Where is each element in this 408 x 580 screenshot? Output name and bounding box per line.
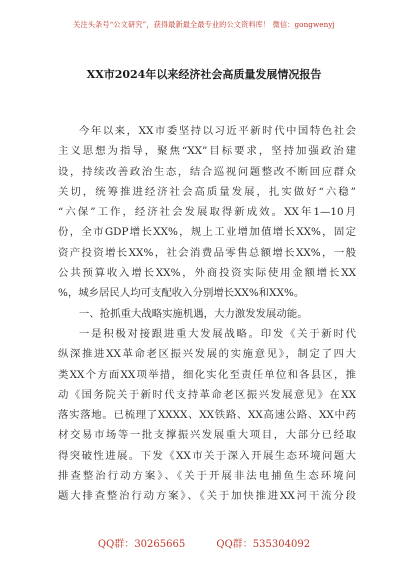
body-line: “六保”工作，经济社会发展取得新成效。XX年1—10月 xyxy=(58,206,356,219)
footer-qq-groups xyxy=(0,535,408,550)
body-line: 一是积极对接跟进重大发展战略。印发《关于新时代 xyxy=(79,327,356,340)
qq-group-2: QQ群：535304092 xyxy=(216,539,311,550)
body-line: 公共预算收入增长XX%，外商投资实际使用金额增长XX xyxy=(58,267,356,280)
body-line: %，城乡居民人均可支配收入分别增长XX%和XX%。 xyxy=(58,287,305,300)
body-line: 份，全市GDP增长XX%，规上工业增加值增长XX%，固定 xyxy=(58,226,356,239)
body-line: 设，持续改善政治生态，结合巡视问题整改不断回应群众 xyxy=(58,165,356,178)
body-line: 类XX个方面XX项举措，细化实化至责任单位和各县区，推 xyxy=(58,368,356,381)
body-line: 今年以来，XX市委坚持以习近平新时代中国特色社会 xyxy=(79,125,356,137)
body-line: 关切，统筹推进经济社会高质量发展，扎实做好“六稳” xyxy=(58,185,356,198)
body-line: 纵深推进XX革命老区振兴发展的实施意见》，制定了四大 xyxy=(58,348,356,361)
body-line: 排查整治行动方案》、《关于开展非法电捕鱼生态环境问 xyxy=(58,470,356,483)
body-line: 主义思想为指导，聚焦“XX”目标要求，坚持加强政治建 xyxy=(58,145,356,158)
document-body xyxy=(58,121,356,507)
header-banner: 关注头条号“公文研究”，获得最新最全最专业的公文资料库！ 微信：gongwenyj xyxy=(73,20,335,29)
qq-group-1: QQ群：30265665 xyxy=(97,539,186,550)
body-line: 动《国务院关于新时代支持革命老区振兴发展意见》在XX xyxy=(58,388,356,401)
section-heading: 一、抢抓重大战略实施机遇，大力激发发展动能。 xyxy=(79,307,308,320)
body-line: 题大排查整治行动方案》、《关于加快推进XX河干流分段 xyxy=(58,490,356,503)
body-line: 落实落地。已梳理了XXXX、XX铁路、XX高速公路、XX中药 xyxy=(58,409,356,422)
body-line: 得突破性进展。下发《XX市关于深入开展生态环境问题大 xyxy=(58,449,356,462)
document-title: XX市2024年以来经济社会高质量发展情况报告 xyxy=(86,68,322,81)
body-line: 资产投资增长XX%，社会消费品零售总额增长XX%，一般 xyxy=(58,246,356,259)
body-line: 材交易市场等一批支撑振兴发展重大项目，大部分已经取 xyxy=(58,429,356,442)
